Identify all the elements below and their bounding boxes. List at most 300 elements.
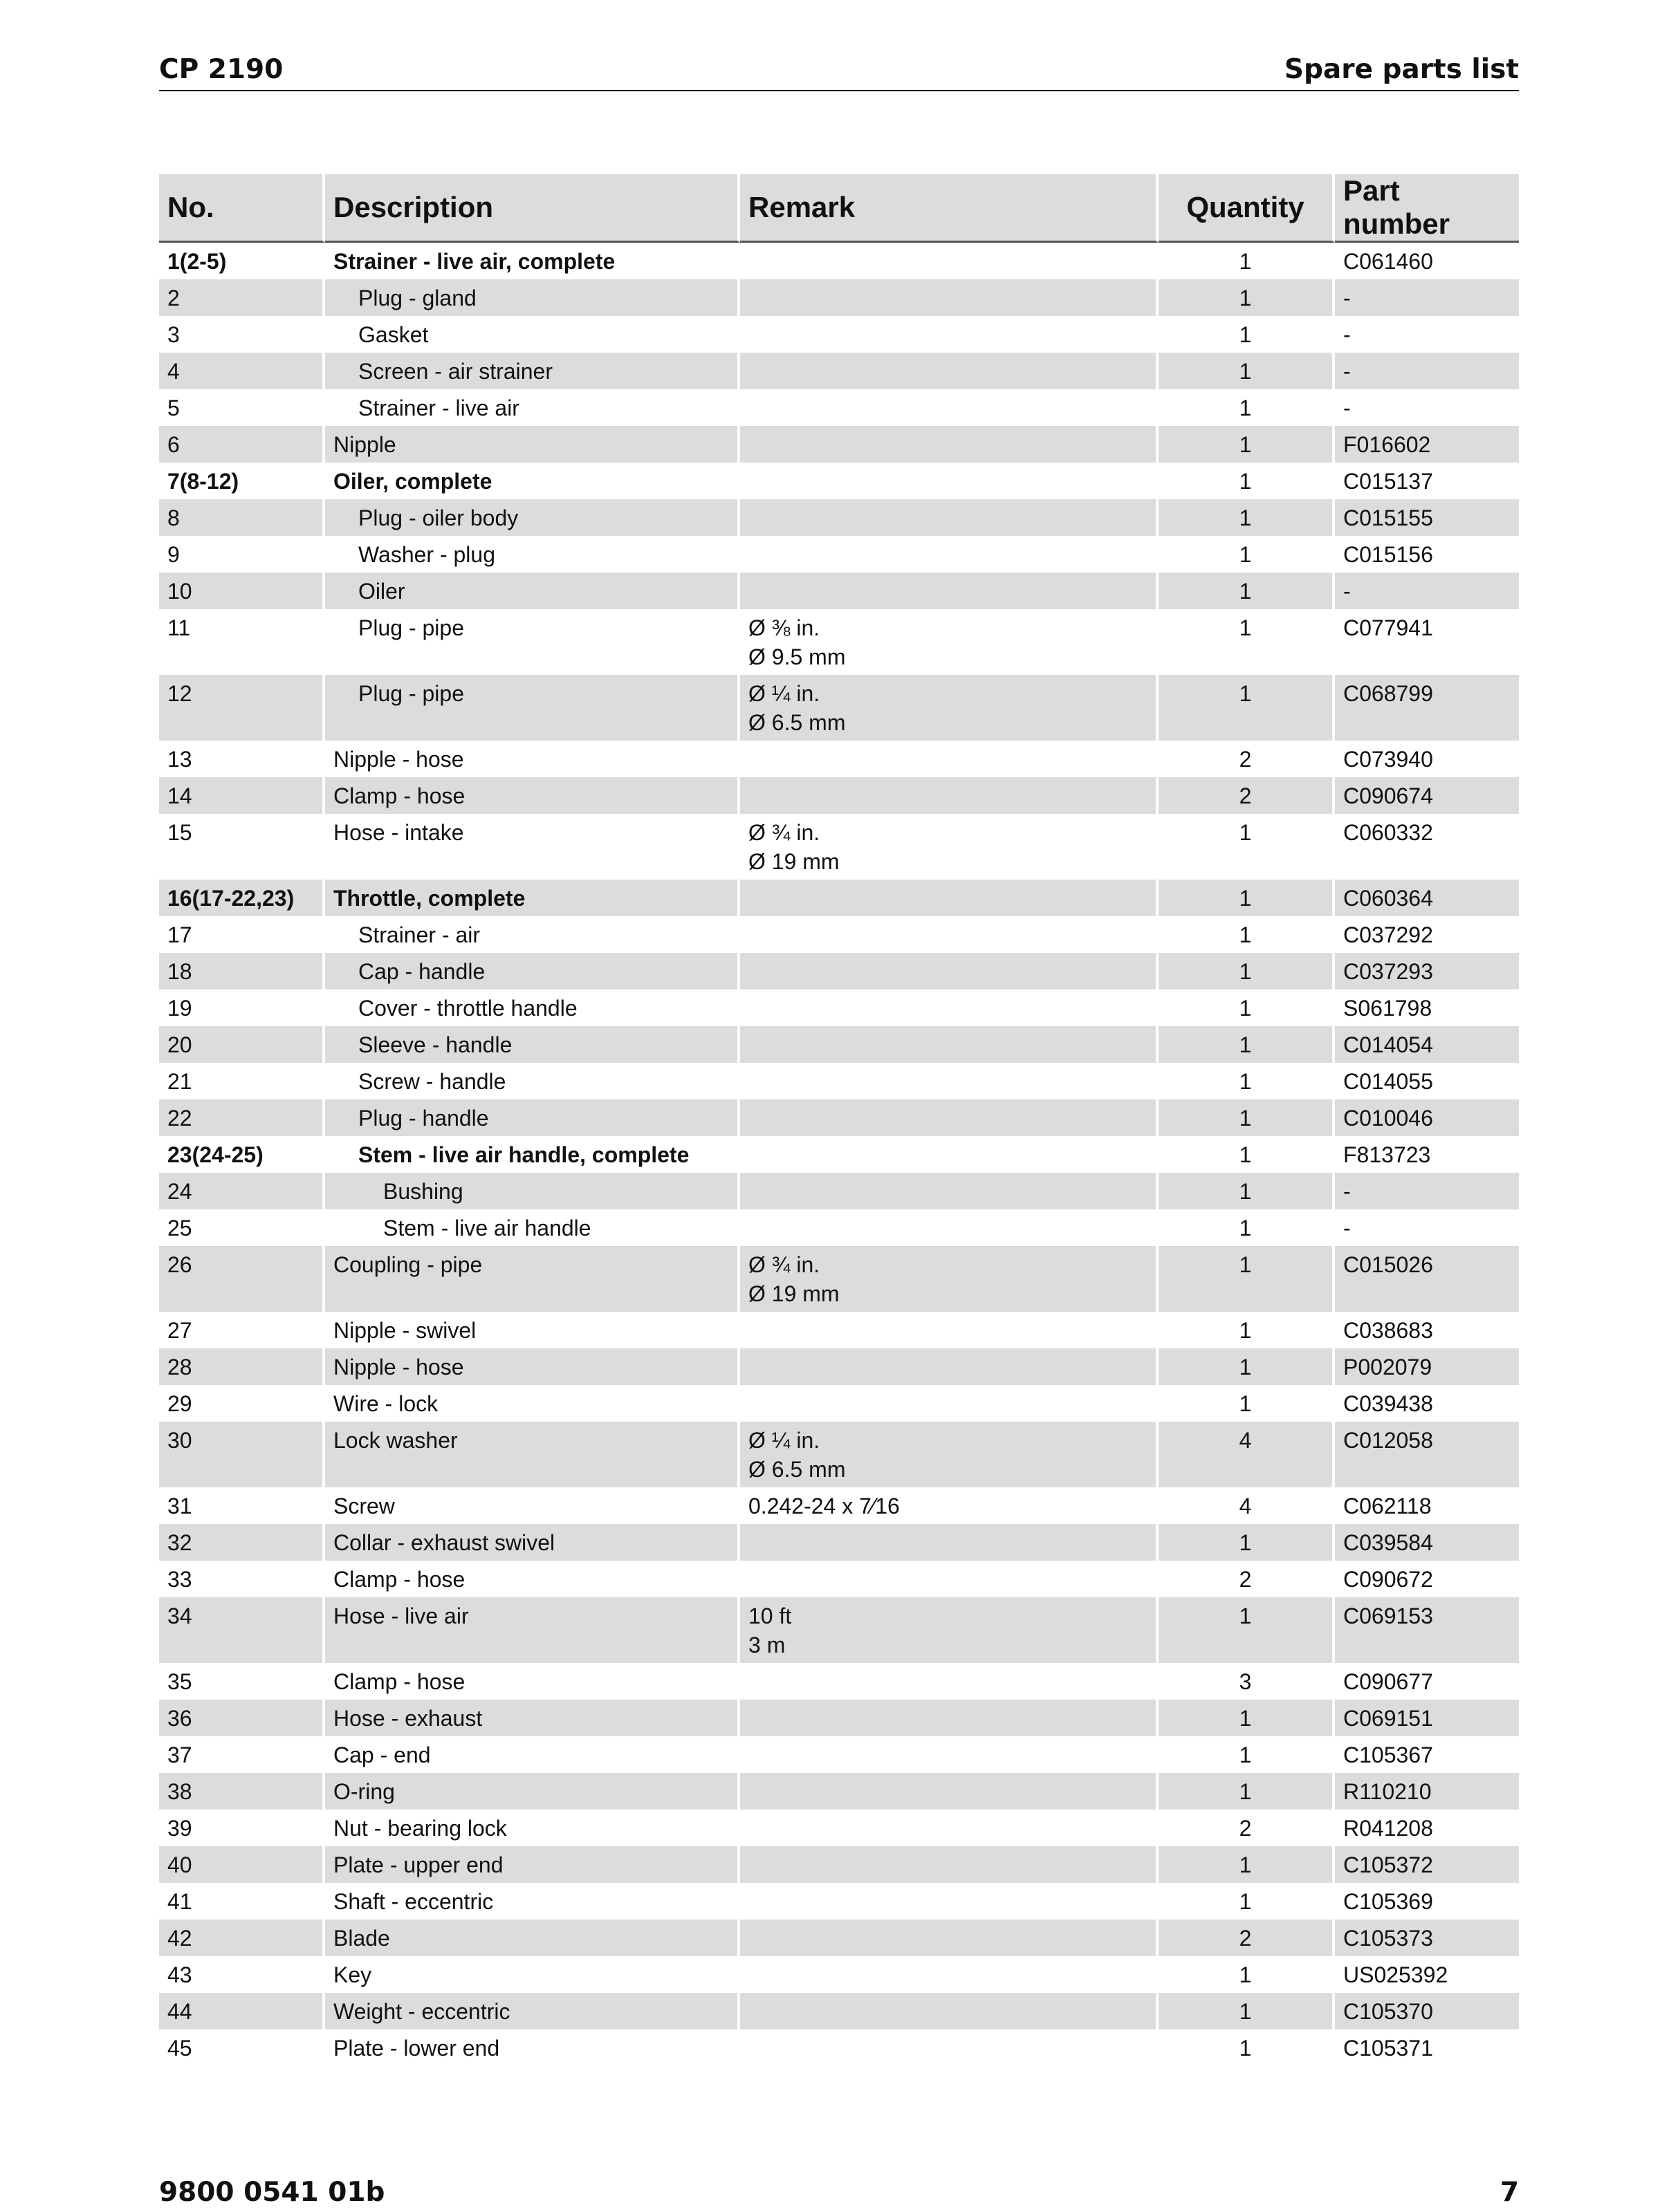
description-text: Clamp - hose (333, 783, 465, 808)
cell-description (325, 814, 740, 880)
table-row (159, 1246, 1519, 1312)
cell-remark (740, 1956, 1159, 1993)
cell-part-number: C039584 (1335, 1524, 1519, 1561)
cell-remark (740, 243, 1159, 279)
cell-item-number: 7(8-12) (159, 463, 325, 499)
cell-description (325, 1846, 740, 1883)
cell-description (325, 1173, 740, 1209)
cell-quantity: 1 (1159, 316, 1335, 353)
cell-description (325, 279, 740, 316)
cell-item-number: 32 (159, 1524, 325, 1561)
cell-item-number: 3 (159, 316, 325, 353)
description-text: Bushing (383, 1179, 463, 1204)
cell-remark (740, 1348, 1159, 1385)
cell-description (325, 1956, 740, 1993)
cell-quantity: 1 (1159, 880, 1335, 916)
cell-item-number: 26 (159, 1246, 325, 1312)
table-row (159, 1920, 1519, 1956)
cell-remark (740, 499, 1159, 536)
cell-quantity: 4 (1159, 1422, 1335, 1487)
cell-item-number: 1(2-5) (159, 243, 325, 279)
table-row (159, 609, 1519, 675)
cell-description (325, 1736, 740, 1773)
cell-remark (740, 1026, 1159, 1063)
cell-remark (740, 1597, 1159, 1663)
cell-quantity: 1 (1159, 1773, 1335, 1810)
cell-remark (740, 2029, 1159, 2066)
cell-part-number: F813723 (1343, 1142, 1431, 1167)
model-title: CP 2190 (159, 54, 284, 85)
cell-quantity: 1 (1159, 814, 1335, 880)
description-text: Screw - handle (358, 1069, 506, 1094)
description-text: Coupling - pipe (333, 1252, 483, 1277)
cell-description (325, 1099, 740, 1136)
remark-line: 0.242-24 x 7⁄16 (748, 1494, 900, 1518)
cell-part-number: C090674 (1335, 777, 1519, 814)
cell-description (325, 243, 740, 279)
cell-part-number: C037293 (1335, 953, 1519, 989)
cell-description (325, 1663, 740, 1700)
cell-quantity: 1 (1159, 1736, 1335, 1773)
description-text: Plug - gland (358, 286, 477, 310)
cell-remark (740, 1422, 1159, 1487)
cell-description (325, 1385, 740, 1422)
cell-description (325, 573, 740, 609)
cell-remark (740, 573, 1159, 609)
table-row (159, 1663, 1519, 1700)
cell-part-number: - (1335, 353, 1519, 389)
table-row (159, 880, 1519, 916)
cell-item-number: 13 (159, 741, 325, 777)
cell-quantity: 1 (1159, 1883, 1335, 1920)
description-text: Stem - live air handle, complete (358, 1142, 690, 1167)
table-row (159, 536, 1519, 573)
cell-quantity: 1 (1159, 953, 1335, 989)
cell-part-number: - (1343, 322, 1351, 347)
cell-item-number: 34 (159, 1597, 325, 1663)
cell-part-number: C105372 (1335, 1846, 1519, 1883)
table-row (159, 1385, 1519, 1422)
cell-part-number: - (1343, 396, 1351, 420)
cell-part-number: C061460 (1343, 249, 1433, 274)
cell-item-number: 17 (159, 916, 325, 953)
page-header (159, 48, 1519, 91)
table-row (159, 1846, 1519, 1883)
cell-remark (740, 741, 1159, 777)
description-text: Strainer - live air, complete (333, 249, 616, 274)
cell-remark (740, 1312, 1159, 1348)
column-header-no: No. (159, 174, 325, 243)
cell-remark (740, 880, 1159, 916)
cell-remark (740, 1063, 1159, 1099)
cell-part-number: C069151 (1335, 1700, 1519, 1736)
table-row (159, 1810, 1519, 1846)
cell-quantity: 1 (1159, 1173, 1335, 1209)
cell-part-number: F016602 (1335, 426, 1519, 463)
column-header-remark: Remark (740, 174, 1159, 243)
cell-quantity: 2 (1159, 741, 1335, 777)
cell-part-number: P002079 (1335, 1348, 1519, 1385)
description-text: Blade (333, 1926, 390, 1951)
description-text: Clamp - hose (333, 1567, 465, 1592)
cell-description (325, 1026, 740, 1063)
cell-quantity: 1 (1159, 463, 1335, 499)
cell-item-number: 6 (159, 426, 325, 463)
cell-item-number: 25 (159, 1209, 325, 1246)
cell-description (325, 741, 740, 777)
table-row (159, 1348, 1519, 1385)
cell-part-number: C037292 (1343, 922, 1433, 947)
cell-part-number: C062118 (1343, 1494, 1432, 1518)
cell-quantity: 1 (1159, 916, 1335, 953)
cell-remark (740, 777, 1159, 814)
cell-description (325, 389, 740, 426)
cell-part-number: C060332 (1343, 820, 1433, 845)
cell-description (325, 1773, 740, 1810)
description-text: Nipple - hose (333, 747, 464, 772)
cell-remark (740, 1136, 1159, 1173)
description-text: Hose - intake (333, 820, 464, 845)
cell-description (325, 1561, 740, 1597)
table-row (159, 2029, 1519, 2066)
cell-quantity: 3 (1159, 1663, 1335, 1700)
cell-quantity: 2 (1159, 777, 1335, 814)
cell-quantity: 1 (1159, 2029, 1335, 2066)
cell-remark (740, 1920, 1159, 1956)
cell-remark (740, 1099, 1159, 1136)
cell-quantity: 1 (1159, 279, 1335, 316)
cell-item-number: 23(24-25) (159, 1136, 325, 1173)
cell-description (325, 316, 740, 353)
cell-remark (740, 916, 1159, 953)
remark-line: Ø 9.5 mm (748, 644, 846, 669)
description-text: Stem - live air handle (383, 1216, 591, 1240)
document-number: 9800 0541 01b (159, 2177, 385, 2208)
cell-item-number: 11 (159, 609, 325, 675)
cell-part-number: C105370 (1335, 1993, 1519, 2029)
cell-part-number: C060364 (1335, 880, 1519, 916)
table-row (159, 916, 1519, 953)
cell-quantity: 1 (1159, 389, 1335, 426)
cell-description (325, 2029, 740, 2066)
cell-quantity: 1 (1159, 1312, 1335, 1348)
cell-description (325, 463, 740, 499)
description-text: Plug - oiler body (358, 505, 519, 530)
cell-item-number: 27 (159, 1312, 325, 1348)
page-number: 7 (1500, 2177, 1519, 2208)
cell-item-number: 8 (159, 499, 325, 536)
cell-remark (740, 279, 1159, 316)
cell-quantity: 1 (1159, 1099, 1335, 1136)
cell-item-number: 40 (159, 1846, 325, 1883)
table-row (159, 316, 1519, 353)
description-text: Throttle, complete (333, 886, 526, 911)
description-text: Sleeve - handle (358, 1032, 513, 1057)
remark-line: Ø ¾ in. (748, 1252, 820, 1277)
cell-remark (740, 1246, 1159, 1312)
table-row (159, 279, 1519, 316)
cell-quantity: 1 (1159, 1524, 1335, 1561)
table-row (159, 1700, 1519, 1736)
cell-item-number: 31 (159, 1487, 325, 1524)
cell-description (325, 1063, 740, 1099)
cell-item-number: 37 (159, 1736, 325, 1773)
cell-item-number: 14 (159, 777, 325, 814)
description-text: Hose - exhaust (333, 1706, 483, 1731)
cell-description (325, 777, 740, 814)
remark-line: Ø ¼ in. (748, 681, 820, 706)
table-row (159, 426, 1519, 463)
description-text: Plate - lower end (333, 2036, 500, 2061)
cell-description (325, 880, 740, 916)
cell-remark (740, 1561, 1159, 1597)
cell-quantity: 1 (1159, 989, 1335, 1026)
cell-item-number: 36 (159, 1700, 325, 1736)
description-text: Shaft - eccentric (333, 1889, 494, 1914)
cell-quantity: 1 (1159, 243, 1335, 279)
cell-item-number: 29 (159, 1385, 325, 1422)
cell-item-number: 20 (159, 1026, 325, 1063)
cell-part-number: C077941 (1343, 615, 1433, 640)
cell-item-number: 33 (159, 1561, 325, 1597)
description-text: Screen - air strainer (358, 359, 553, 384)
cell-item-number: 4 (159, 353, 325, 389)
column-header-quantity: Quantity (1159, 174, 1335, 243)
table-row (159, 1524, 1519, 1561)
cell-item-number: 18 (159, 953, 325, 989)
remark-line: Ø 19 mm (748, 1281, 840, 1306)
description-text: Nipple - swivel (333, 1318, 477, 1343)
remark-line: Ø 6.5 mm (748, 710, 846, 735)
table-row (159, 389, 1519, 426)
cell-remark (740, 1736, 1159, 1773)
cell-item-number: 12 (159, 675, 325, 741)
cell-item-number: 41 (159, 1883, 325, 1920)
cell-description (325, 916, 740, 953)
cell-part-number: C015156 (1343, 542, 1433, 567)
cell-part-number: C015026 (1335, 1246, 1519, 1312)
cell-description (325, 675, 740, 741)
description-text: Lock washer (333, 1428, 458, 1453)
remark-line: Ø ⅜ in. (748, 615, 820, 640)
cell-quantity: 1 (1159, 1385, 1335, 1422)
cell-description (325, 1524, 740, 1561)
cell-description (325, 989, 740, 1026)
cell-description (325, 1348, 740, 1385)
cell-item-number: 42 (159, 1920, 325, 1956)
remark-line: 3 m (748, 1633, 786, 1657)
cell-part-number: C105373 (1335, 1920, 1519, 1956)
cell-remark (740, 463, 1159, 499)
cell-quantity: 1 (1159, 426, 1335, 463)
table-row (159, 1422, 1519, 1487)
cell-item-number: 5 (159, 389, 325, 426)
cell-item-number: 35 (159, 1663, 325, 1700)
column-header-description: Description (325, 174, 740, 243)
cell-part-number: C073940 (1343, 747, 1433, 772)
cell-quantity: 1 (1159, 1136, 1335, 1173)
cell-description (325, 1312, 740, 1348)
description-text: O-ring (333, 1779, 395, 1804)
table-row (159, 1773, 1519, 1810)
cell-description (325, 1883, 740, 1920)
cell-description (325, 609, 740, 675)
cell-description (325, 953, 740, 989)
cell-remark (740, 1846, 1159, 1883)
description-text: Nipple - hose (333, 1355, 464, 1379)
cell-part-number: C039438 (1343, 1391, 1433, 1416)
cell-remark (740, 1173, 1159, 1209)
description-text: Clamp - hose (333, 1669, 465, 1694)
cell-description (325, 1920, 740, 1956)
cell-item-number: 30 (159, 1422, 325, 1487)
cell-part-number: C105371 (1343, 2036, 1433, 2061)
table-row (159, 675, 1519, 741)
table-row (159, 1312, 1519, 1348)
table-row (159, 1993, 1519, 2029)
cell-remark (740, 609, 1159, 675)
description-text: Oiler, complete (333, 469, 492, 494)
table-row (159, 1099, 1519, 1136)
cell-part-number: - (1335, 279, 1519, 316)
cell-part-number: R041208 (1343, 1816, 1433, 1841)
description-text: Weight - eccentric (333, 1999, 510, 2024)
table-row (159, 814, 1519, 880)
cell-remark (740, 1883, 1159, 1920)
cell-remark (740, 1993, 1159, 2029)
cell-item-number: 16(17-22,23) (159, 880, 325, 916)
table-row (159, 777, 1519, 814)
description-text: Cover - throttle handle (358, 996, 578, 1021)
cell-quantity: 1 (1159, 1993, 1335, 2029)
table-row (159, 463, 1519, 499)
table-row (159, 741, 1519, 777)
description-text: Cap - handle (358, 959, 486, 984)
cell-remark (740, 675, 1159, 741)
section-title: Spare parts list (1284, 54, 1519, 85)
cell-description (325, 1136, 740, 1173)
description-text: Collar - exhaust swivel (333, 1530, 555, 1555)
cell-part-number: C105369 (1343, 1889, 1433, 1914)
cell-remark (740, 1209, 1159, 1246)
cell-quantity: 1 (1159, 1597, 1335, 1663)
cell-part-number: US025392 (1343, 1962, 1448, 1987)
cell-quantity: 1 (1159, 1246, 1335, 1312)
cell-item-number: 9 (159, 536, 325, 573)
cell-part-number: C014055 (1343, 1069, 1433, 1094)
table-row (159, 1173, 1519, 1209)
description-text: Hose - live air (333, 1604, 469, 1628)
table-row (159, 499, 1519, 536)
description-text: Plate - upper end (333, 1852, 504, 1877)
table-row (159, 1597, 1519, 1663)
cell-description (325, 1597, 740, 1663)
table-row (159, 1883, 1519, 1920)
cell-item-number: 21 (159, 1063, 325, 1099)
table-header-row (159, 174, 1519, 243)
remark-line: Ø 19 mm (748, 849, 840, 874)
cell-remark (740, 814, 1159, 880)
cell-item-number: 10 (159, 573, 325, 609)
cell-item-number: 22 (159, 1099, 325, 1136)
cell-part-number: C015155 (1335, 499, 1519, 536)
cell-quantity: 1 (1159, 499, 1335, 536)
table-row (159, 953, 1519, 989)
cell-part-number: S061798 (1343, 996, 1432, 1021)
table-row (159, 243, 1519, 279)
description-text: Plug - pipe (358, 681, 464, 706)
description-text: Oiler (358, 579, 405, 604)
cell-quantity: 1 (1159, 573, 1335, 609)
cell-item-number: 38 (159, 1773, 325, 1810)
cell-item-number: 43 (159, 1956, 325, 1993)
column-header-part-number: Part number (1335, 174, 1519, 243)
cell-remark (740, 353, 1159, 389)
cell-item-number: 44 (159, 1993, 325, 2029)
cell-item-number: 45 (159, 2029, 325, 2066)
cell-remark (740, 1810, 1159, 1846)
cell-description (325, 499, 740, 536)
cell-remark (740, 989, 1159, 1026)
cell-part-number: - (1335, 1173, 1519, 1209)
cell-quantity: 2 (1159, 1561, 1335, 1597)
cell-remark (740, 1524, 1159, 1561)
cell-item-number: 15 (159, 814, 325, 880)
cell-description (325, 1487, 740, 1524)
description-text: Strainer - air (358, 922, 481, 947)
cell-part-number: C014054 (1335, 1026, 1519, 1063)
description-text: Wire - lock (333, 1391, 439, 1416)
cell-description (325, 1993, 740, 2029)
cell-description (325, 1422, 740, 1487)
cell-part-number: C010046 (1335, 1099, 1519, 1136)
cell-description (325, 426, 740, 463)
remark-line: Ø ¾ in. (748, 820, 820, 845)
cell-quantity: 1 (1159, 1846, 1335, 1883)
cell-remark (740, 1700, 1159, 1736)
cell-quantity: 1 (1159, 1348, 1335, 1385)
cell-item-number: 24 (159, 1173, 325, 1209)
cell-remark (740, 1663, 1159, 1700)
cell-remark (740, 1773, 1159, 1810)
table-row (159, 353, 1519, 389)
cell-item-number: 2 (159, 279, 325, 316)
cell-part-number: C069153 (1335, 1597, 1519, 1663)
table-row (159, 1561, 1519, 1597)
description-text: Gasket (358, 322, 429, 347)
table-row (159, 1736, 1519, 1773)
cell-part-number: C015137 (1343, 469, 1433, 494)
cell-quantity: 1 (1159, 1063, 1335, 1099)
description-text: Plug - pipe (358, 615, 464, 640)
cell-item-number: 19 (159, 989, 325, 1026)
table-row (159, 1487, 1519, 1524)
cell-description (325, 1246, 740, 1312)
cell-item-number: 28 (159, 1348, 325, 1385)
cell-quantity: 2 (1159, 1810, 1335, 1846)
table-row (159, 1063, 1519, 1099)
table-row (159, 1209, 1519, 1246)
table-row (159, 1026, 1519, 1063)
description-text: Strainer - live air (358, 396, 519, 420)
cell-quantity: 1 (1159, 1700, 1335, 1736)
cell-quantity: 1 (1159, 675, 1335, 741)
table-body (159, 243, 1519, 2066)
cell-description (325, 1209, 740, 1246)
cell-part-number: C068799 (1335, 675, 1519, 741)
cell-quantity: 1 (1159, 1956, 1335, 1993)
cell-quantity: 1 (1159, 1209, 1335, 1246)
